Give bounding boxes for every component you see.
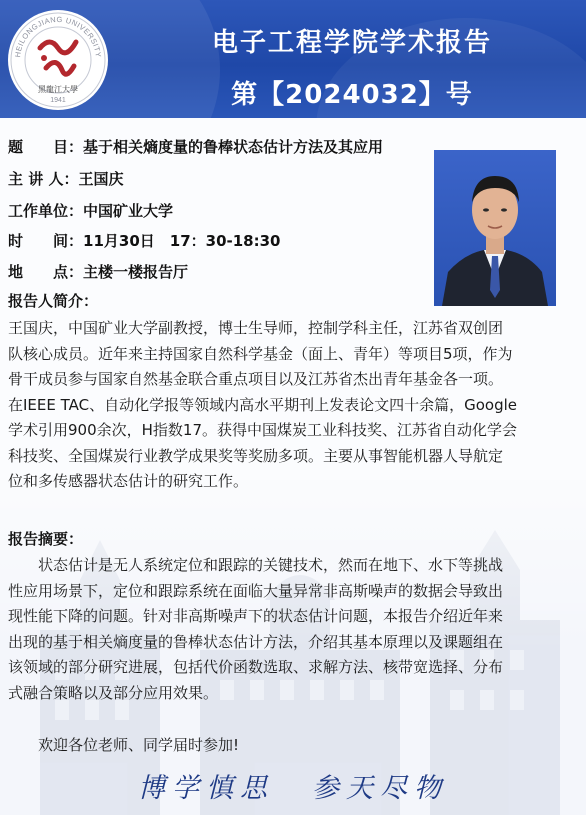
motto-right: 参天尽物 xyxy=(312,773,448,804)
abstract-heading: 报告摘要： xyxy=(8,530,84,548)
report-number: 第【2024032】号 xyxy=(231,80,473,110)
bio-line: 在IEEE TAC、自动化学报等领域内高水平期刊上发表论文四十余篇，Google xyxy=(8,395,517,414)
place-value: 主楼一楼报告厅 xyxy=(83,263,189,281)
svg-text:1941: 1941 xyxy=(50,97,66,104)
bio-line: 学术引用900余次，H指数17。获得中国煤炭工业科技奖、江苏省自动化学会 xyxy=(8,421,517,439)
place-row xyxy=(8,261,188,282)
speaker-label: 主 讲 人： xyxy=(8,170,79,188)
svg-text:黑龍江大學: 黑龍江大學 xyxy=(38,85,78,94)
bio-text xyxy=(8,316,574,495)
abstract-line: 式融合策略以及部分应用效果。 xyxy=(8,683,219,702)
abstract-line: 该领域的部分研究进展，包括代价函数选取、求解方法、核带宽选择、分布 xyxy=(8,658,504,676)
speaker-photo xyxy=(434,150,556,306)
unit-row xyxy=(8,200,173,221)
unit-label: 工作单位： xyxy=(8,202,84,220)
university-logo-icon xyxy=(6,8,110,112)
unit-value: 中国矿业大学 xyxy=(83,202,174,220)
page-title: 电子工程学院学术报告 xyxy=(211,28,492,58)
place-label: 地 点： xyxy=(8,263,84,281)
time-value: 11月30日 17：30-18:30 xyxy=(83,232,281,250)
speaker-value: 王国庆 xyxy=(78,170,124,188)
topic-row xyxy=(8,136,383,157)
bio-line: 科技奖、全国煤炭行业教学成果奖等奖励多项。主要从事智能机器人导航定 xyxy=(8,446,504,465)
bio-line: 王国庆，中国矿业大学副教授，博士生导师，控制学科主任，江苏省双创团 xyxy=(8,319,504,337)
abstract-line: 状态估计是无人系统定位和跟踪的关键技术，然而在地下、水下等挑战 xyxy=(38,556,504,574)
abstract-line: 出现的基于相关熵度量的鲁棒状态估计方法，介绍其基本原理以及课题组在 xyxy=(8,632,504,651)
closing-text: 欢迎各位老师、同学届时参加! xyxy=(38,736,240,754)
bio-heading: 报告人简介： xyxy=(8,292,99,310)
abstract-line: 性应用场景下，定位和跟踪系统在面临大量异常非高斯噪声的数据会导致出 xyxy=(8,581,504,600)
svg-text:HEILONGJIANG UNIVERSITY: HEILONGJIANG UNIVERSITY xyxy=(13,14,103,59)
bio-line: 队核心成员。近年来主持国家自然科学基金（面上、青年）等项目5项，作为 xyxy=(8,344,513,363)
time-row xyxy=(8,230,280,251)
speaker-row xyxy=(8,168,123,189)
university-motto xyxy=(0,766,586,805)
topic-value: 基于相关熵度量的鲁棒状态估计方法及其应用 xyxy=(83,138,384,156)
header-banner xyxy=(0,0,586,118)
motto-left: 博学慎思 xyxy=(138,773,274,804)
topic-label: 题 目： xyxy=(8,138,84,156)
bio-line: 骨干成员参与国家自然基金联合重点项目以及江苏省杰出青年基金各一项。 xyxy=(8,370,504,388)
time-label: 时 间： xyxy=(8,232,84,250)
abstract-line: 现性能下降的问题。针对非高斯噪声下的状态估计问题，本报告介绍近年来 xyxy=(8,607,504,625)
abstract-text xyxy=(8,553,574,706)
bio-line: 位和多传感器状态估计的研究工作。 xyxy=(8,472,249,490)
